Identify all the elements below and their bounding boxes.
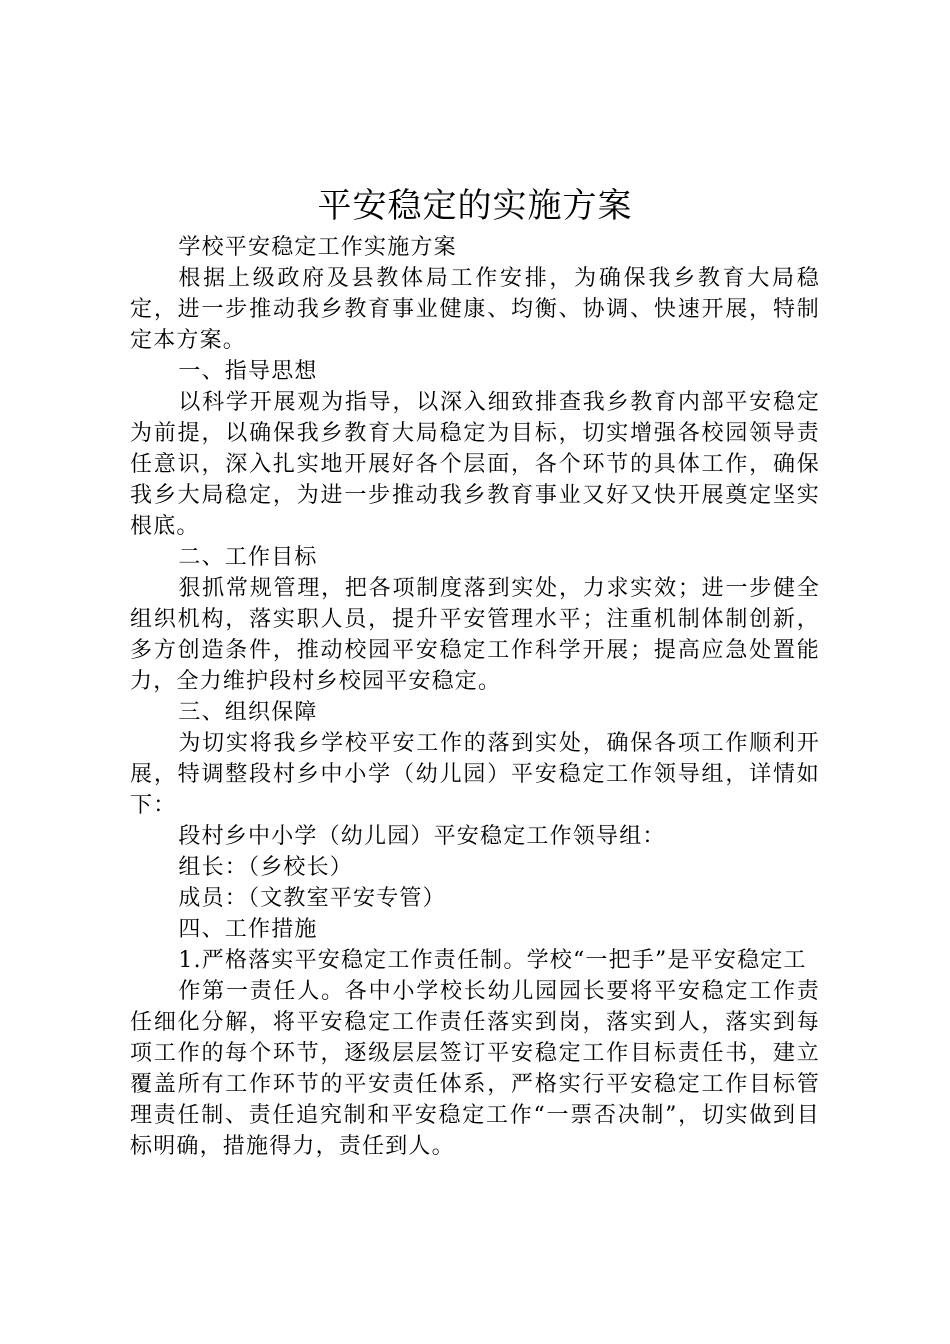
intro-paragraph: 根据上级政府及县教体局工作安排，为确保我乡教育大局稳定，进一步推动我乡教育事业健康、均衡、协调、快速开展，特制定本方案。 [130, 266, 820, 353]
group-members-line: 成员：（文教室平安专管） [178, 886, 446, 911]
section-heading-organization: 三、组织保障 [178, 700, 318, 725]
organization-paragraph: 为切实将我乡学校平安工作的落到实处，确保各项工作顺利开展，特调整段村乡中小学（幼儿园）平安稳定工作领导组，详情如下： [130, 731, 820, 818]
group-leader-line: 组长：（乡校长） [178, 855, 353, 880]
guiding-ideology-paragraph: 以科学开展观为指导，以深入细致排查我乡教育内部平安稳定为前提，以确保我乡教育大局稳定为目标，切实增强各校园领导责任意识，深入扎实地开展好各个层面，各个环节的具体工作，确保我乡大局稳定，为进一步推动我乡教育事业又好又快开展奠定坚实根底。 [130, 390, 820, 539]
work-goals-paragraph: 狠抓常规管理，把各项制度落到实处，力求实效；进一步健全组织机构，落实职人员，提升平安管理水平；注重机制体制创新，多方创造条件，推动校园平安稳定工作科学开展；提高应急处置能力，全力维护段村乡校园平安稳定。 [130, 576, 820, 694]
measure-1-paragraph: 1.严格落实平安稳定工作责任制。学校“一把手”是平安稳定工 [178, 948, 807, 973]
leadership-group-line: 段村乡中小学（幼儿园）平安稳定工作领导组： [178, 824, 666, 849]
document-title: 平安稳定的实施方案 [317, 186, 633, 226]
section-heading-measures: 四、工作措施 [178, 917, 318, 942]
section-heading-guiding-ideology: 一、指导思想 [178, 359, 318, 384]
measure-1-continued-paragraph: 作第一责任人。各中小学校长幼儿园园长要将平安稳定工作责任细化分解，将平安稳定工作责任落实到岗，落实到人，落实到每项工作的每个环节，逐级层层签订平安稳定工作目标责任书，建立覆盖所有工作环节的平安责任体系，严格实行平安稳定工作目标管理责任制、责任追究制和平安稳定工作“一票否决制”，切实做到目标明确，措施得力，责任到人。 [130, 979, 820, 1159]
section-heading-work-goals: 二、工作目标 [178, 545, 318, 570]
subtitle-paragraph: 学校平安稳定工作实施方案 [178, 235, 457, 260]
document-body [130, 232, 820, 1162]
